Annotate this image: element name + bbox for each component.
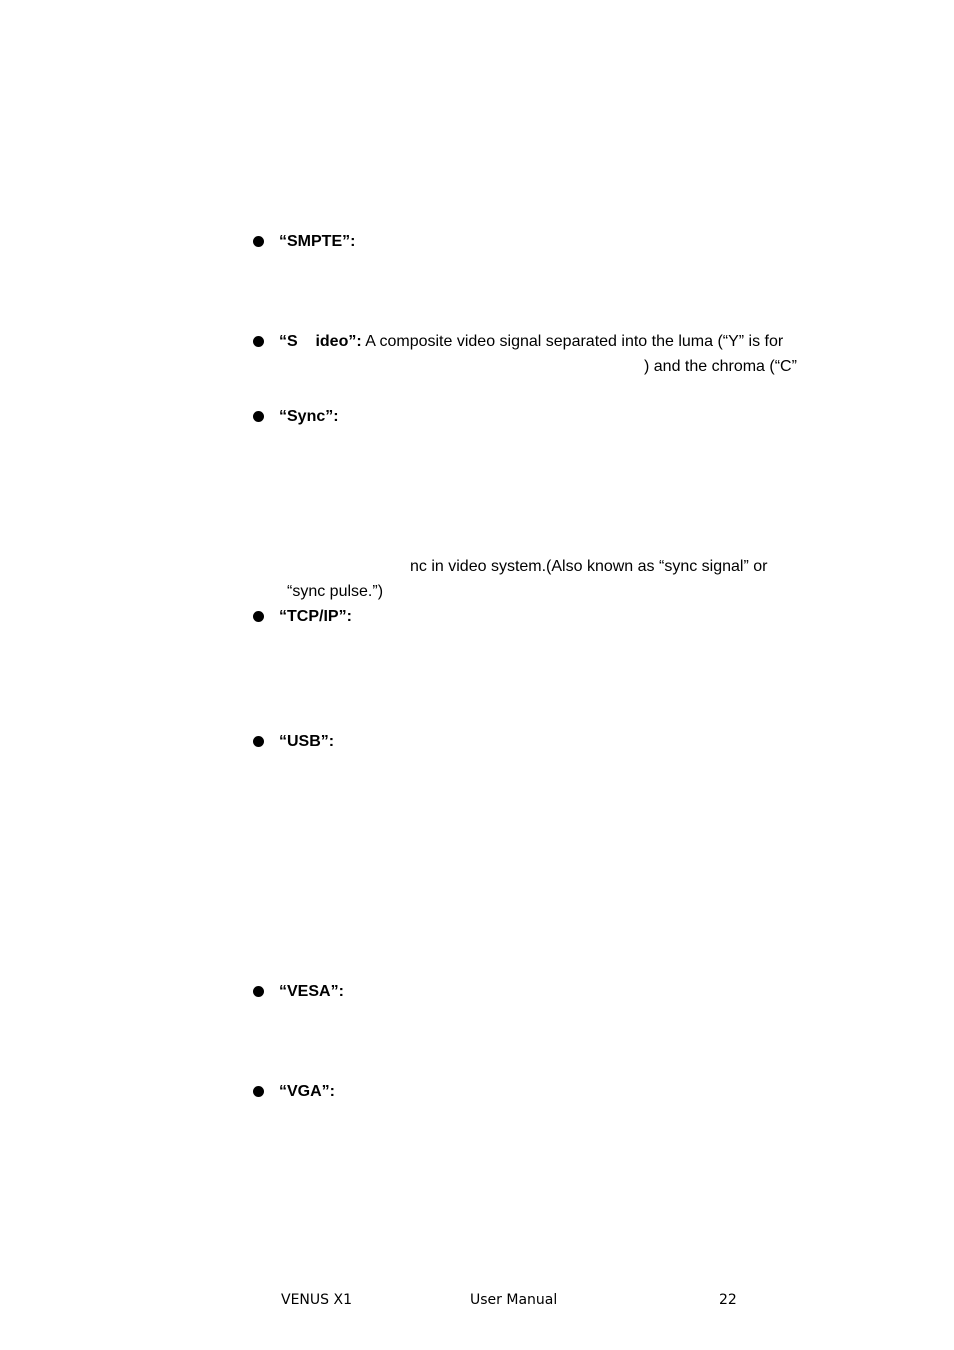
sync-definition-line2: “sync pulse.”) <box>287 583 384 600</box>
term-usb: “USB”: <box>279 733 335 750</box>
bullet-icon <box>253 736 264 747</box>
term-vesa: “VESA”: <box>279 983 344 1000</box>
bullet-icon <box>253 336 264 347</box>
bullet-icon <box>253 411 264 422</box>
term-tcpip: “TCP/IP”: <box>279 608 352 625</box>
footer-product-name: VENUS X1 <box>281 1292 352 1308</box>
sync-definition-line1: nc in video system.(Also known as “sync signal” or <box>410 558 768 575</box>
footer-document-title: User Manual <box>470 1292 558 1308</box>
term-smpte: “SMPTE”: <box>279 233 356 250</box>
bullet-icon <box>253 611 264 622</box>
term-vga: “VGA”: <box>279 1083 335 1100</box>
bullet-icon <box>253 1086 264 1097</box>
bullet-icon <box>253 986 264 997</box>
svideo-definition-line1: A composite video signal separated into the luma (“Y” is for <box>361 333 784 350</box>
svideo-definition-line2: ) and the chroma (“C” <box>644 358 797 375</box>
footer-page-number: 22 <box>719 1292 737 1308</box>
term-svideo: “S ideo”: <box>279 333 362 350</box>
bullet-icon <box>253 236 264 247</box>
entry-svideo-line1 <box>279 332 783 352</box>
term-sync: “Sync”: <box>279 408 339 425</box>
